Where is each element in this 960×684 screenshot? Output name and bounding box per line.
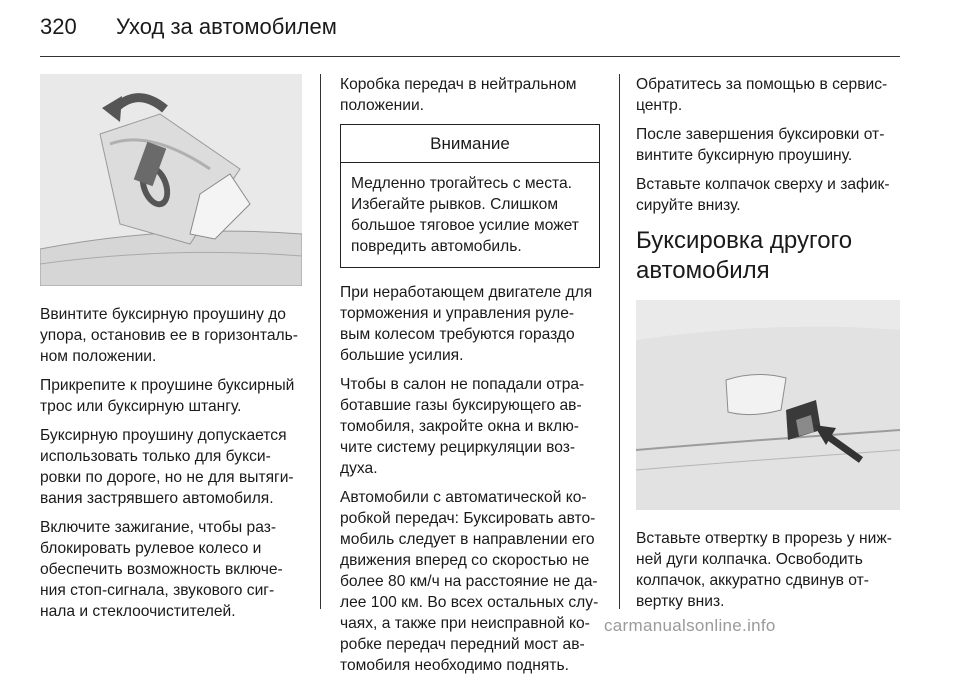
warning-box — [340, 124, 600, 268]
paragraph: Обратитесь за помощью в сервис-центр. — [636, 76, 888, 114]
paragraph: При неработающем двигателе для торможения и управления руле-вым колесом требуются гораздо большие усилия. — [340, 284, 593, 364]
warning-heading: Внимание — [341, 125, 599, 163]
paragraph: Буксирную проушину допускается использовать только для букси-ровки по дороге, но не для вытяги-вания застрявшего автомобиля. — [40, 427, 294, 507]
paragraph: Автомобили с автоматической ко-робкой передач: Буксировать авто-мобиль следует в направлении его движения вперед со скоростью не более 80 км/ч на расстояние не да-лее 100 км. Во всех остальных слу-чаях, а также при неисправной ко-робке передач передний мост ав-томобиля необходимо поднять. — [340, 489, 599, 674]
column-2 — [340, 74, 604, 684]
paragraph: Коробка передач в нейтральном положении. — [340, 76, 577, 114]
section-title: Уход за автомобилем — [116, 14, 337, 39]
paragraph: Включите зажигание, чтобы раз-блокировать рулевое колесо и обеспечить возможность включе-ния стоп-сигнала, звукового сиг-нала и стеклоочистителей. — [40, 519, 283, 620]
header-rule — [40, 56, 900, 57]
bumper-cap-drawing — [636, 300, 900, 510]
page-number: 320 — [40, 14, 77, 39]
paragraph: Ввинтите буксирную проушину до упора, остановив ее в горизонталь-ном положении. — [40, 306, 298, 365]
watermark: carmanualsonline.info — [604, 616, 776, 635]
tow-eye-drawing — [40, 74, 302, 286]
warning-text: Медленно трогайтесь с места. Избегайте рывков. Слишком большое тяговое усилие может повредить автомобиль. — [351, 175, 579, 255]
column-divider — [320, 74, 321, 609]
column-3 — [636, 74, 904, 620]
paragraph: Вставьте отвертку в прорезь у ниж-ней дуги колпачка. Освободить колпачок, аккуратно сдвинув от-вертку вниз. — [636, 530, 892, 610]
paragraph: После завершения буксировки от-винтите буксирную проушину. — [636, 126, 885, 164]
column-divider — [619, 74, 620, 609]
paragraph: Чтобы в салон не попадали отра-ботавшие газы буксирующего ав-томобиля, закройте окна и вклю-чите систему рециркуляции воз-духа. — [340, 376, 585, 477]
column-1 — [40, 74, 308, 630]
section-heading: Буксировка другого автомобиля — [636, 227, 853, 284]
paragraph: Прикрепите к проушине буксирный трос или буксирную штангу. — [40, 377, 295, 415]
bumper-cap-illustration — [636, 300, 900, 510]
paragraph: Вставьте колпачок сверху и зафик-сируйте внизу. — [636, 176, 890, 214]
page-header — [0, 0, 960, 56]
tow-eye-illustration — [40, 74, 302, 286]
